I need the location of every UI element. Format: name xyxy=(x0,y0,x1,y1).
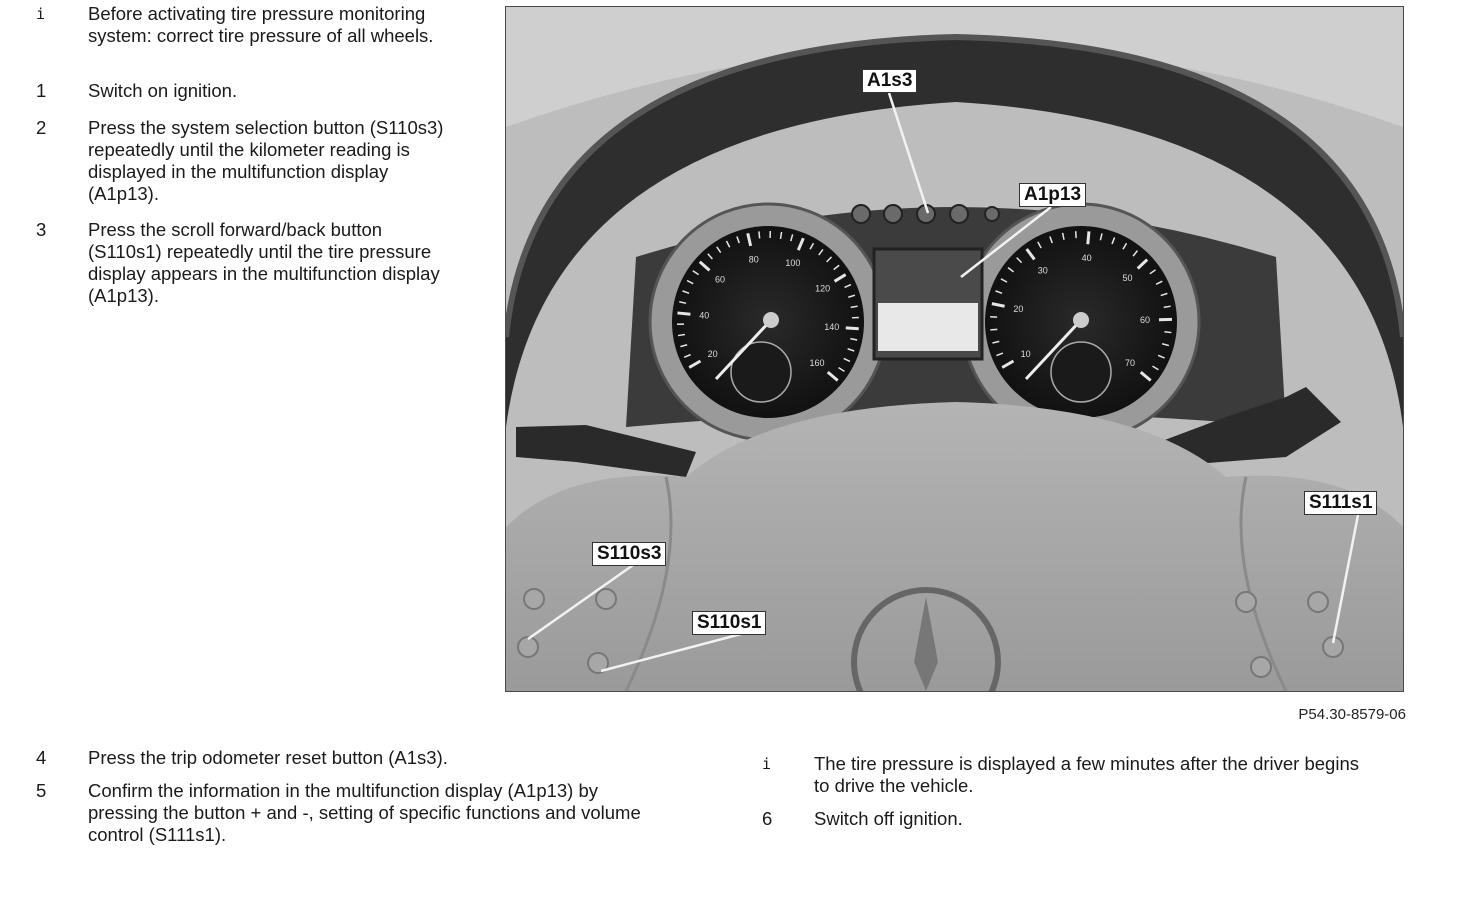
tachometer-tick xyxy=(1164,332,1171,333)
speedometer-tick-label: 120 xyxy=(815,283,831,294)
step-number: 6 xyxy=(762,808,773,829)
speedometer-tick xyxy=(781,232,782,239)
tachometer-tick-label: 50 xyxy=(1122,273,1133,284)
step-number: 1 xyxy=(36,80,47,101)
callout-a1s3: A1s3 xyxy=(862,69,917,93)
speedometer-tick-label: 80 xyxy=(748,254,759,265)
speedometer-tick xyxy=(678,335,685,336)
speedometer-tick-label: 160 xyxy=(809,358,825,369)
step-text: Press the scroll forward/back button (S110s1) repeatedly until the tire pressure display appears in the multifunction display (A1p13). xyxy=(88,219,440,306)
step-text: Press the system selection button (S110s3) repeatedly until the kilometer reading is displayed in the multifunction display (A1p13). xyxy=(88,117,444,204)
info-icon: i xyxy=(36,5,46,23)
info-icon: i xyxy=(762,755,772,773)
step-text: Switch off ignition. xyxy=(814,808,963,829)
figure-reference: P54.30-8579-06 xyxy=(1298,706,1406,723)
tachometer-tick-label: 70 xyxy=(1125,358,1136,369)
speedometer-tick-label: 40 xyxy=(699,310,710,321)
tachometer-tick-label: 30 xyxy=(1037,265,1048,276)
callout-s111s1: S111s1 xyxy=(1304,491,1377,515)
step-number: 3 xyxy=(36,219,47,240)
speedometer-tick-label: 100 xyxy=(785,258,801,269)
step-text: Confirm the information in the multifunction display (A1p13) by pressing the button + and -, setting of specific functions and volume control (S111s1). xyxy=(88,780,641,845)
speedometer-tick-label: 140 xyxy=(824,321,840,332)
step-text: The tire pressure is displayed a few minutes after the driver begins to drive the vehicle. xyxy=(814,753,1359,796)
step-text: Before activating tire pressure monitoring system: correct tire pressure of all wheels. xyxy=(88,3,434,46)
speedometer xyxy=(650,204,886,440)
step-text: Press the trip odometer reset button (A1s3). xyxy=(88,747,448,768)
step-number: 4 xyxy=(36,747,47,768)
speedometer-tick-label: 20 xyxy=(707,349,718,359)
speedometer-tick-label: 60 xyxy=(715,274,726,285)
dashboard-illustration xyxy=(506,7,1403,691)
instrument-cluster-figure xyxy=(505,6,1404,692)
callout-a1p13: A1p13 xyxy=(1019,183,1086,207)
callout-s110s3: S110s3 xyxy=(592,542,666,566)
step-number: 2 xyxy=(36,117,47,138)
tachometer-tick-label: 10 xyxy=(1020,349,1031,359)
tachometer-tick xyxy=(1088,231,1089,244)
tachometer-tick-label: 40 xyxy=(1081,253,1092,264)
speedometer-tick xyxy=(677,313,690,314)
step-text: Switch on ignition. xyxy=(88,80,238,101)
step-number: 5 xyxy=(36,780,47,801)
tachometer-tick xyxy=(990,329,997,330)
callout-s110s1: S110s1 xyxy=(692,611,766,635)
tachometer-tick-label: 60 xyxy=(1139,315,1150,326)
speedometer-tick xyxy=(759,231,760,238)
speedometer-tick xyxy=(846,328,859,329)
tachometer-tick-label: 20 xyxy=(1013,304,1024,315)
